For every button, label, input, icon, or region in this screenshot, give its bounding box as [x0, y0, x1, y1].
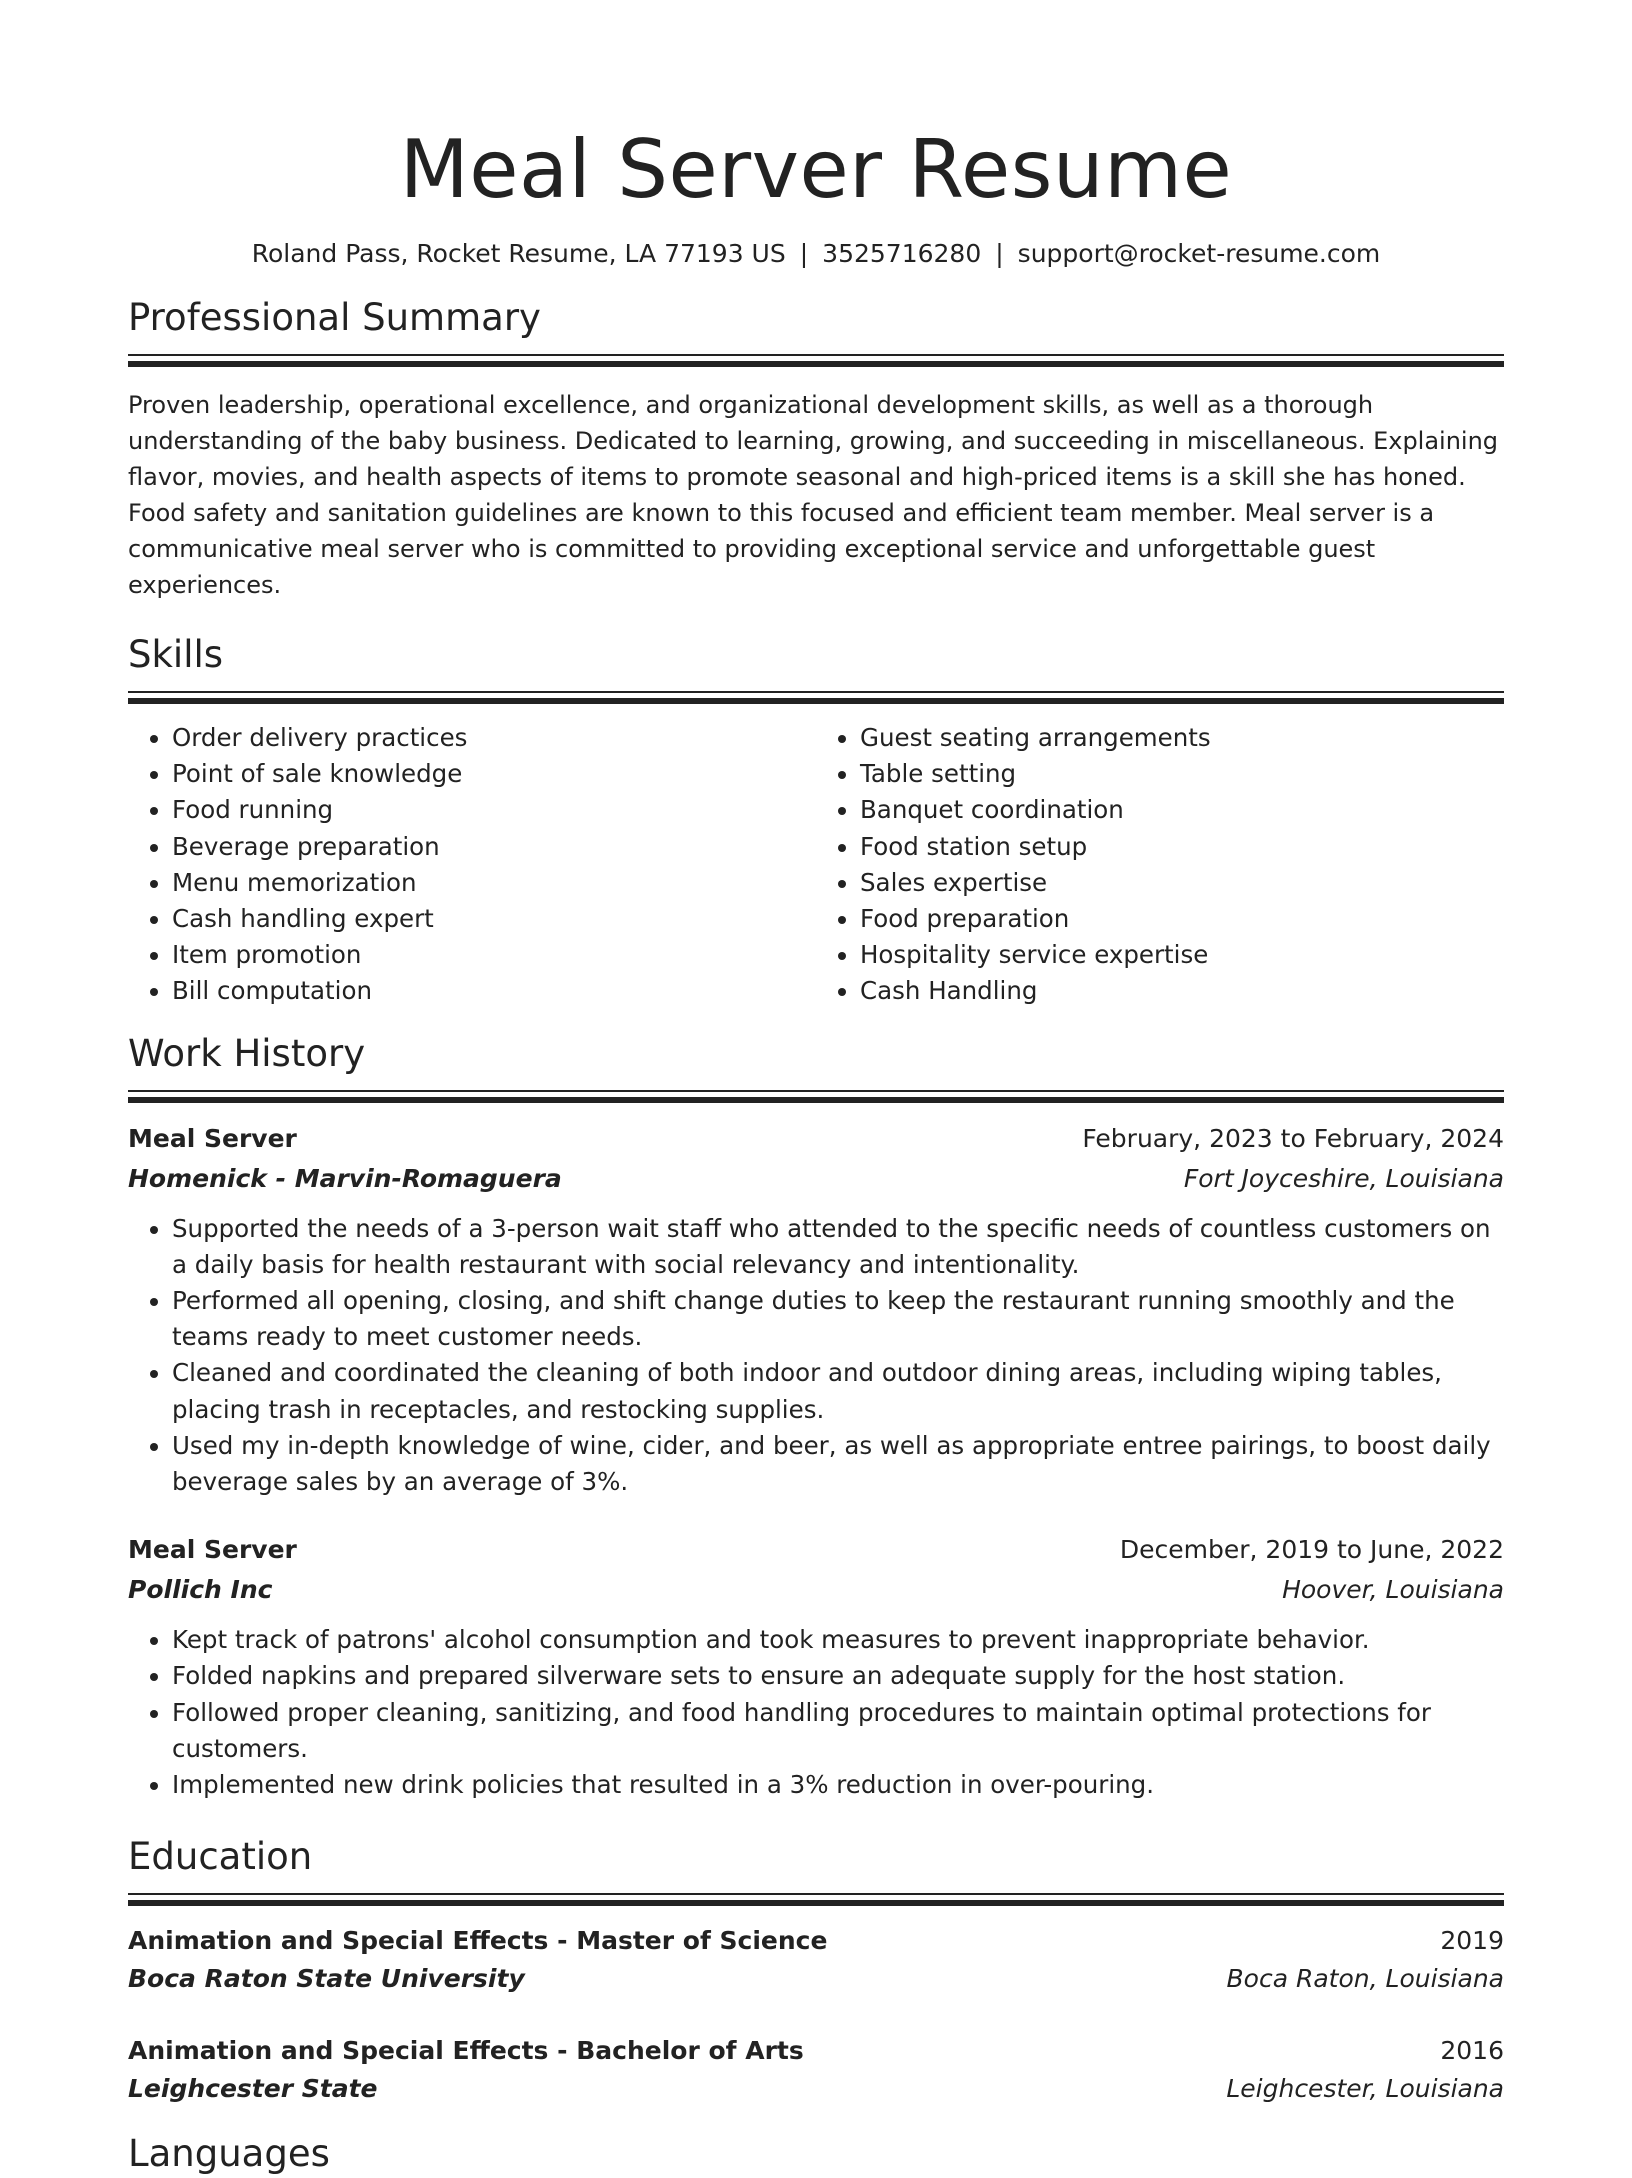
section-title-education: Education — [128, 1835, 313, 1879]
skill-item: • Cash Handling — [860, 973, 1504, 1009]
summary-section — [128, 294, 1504, 603]
skill-item: • Point of sale knowledge — [172, 756, 816, 792]
job-bullet: • Implemented new drink policies that resulted in a 3% reduction in over-pouring. — [172, 1767, 1504, 1803]
skill-item: • Banquet coordination — [860, 792, 1504, 828]
job-bullet: • Cleaned and coordinated the cleaning of both indoor and outdoor dining areas, including wiping tables, placing trash in receptacles, and restocking supplies. — [172, 1355, 1504, 1427]
skill-item: • Table setting — [860, 756, 1504, 792]
job-company: Pollich Inc — [128, 1575, 273, 1605]
contact-email[interactable]: support@rocket-resume.com — [1017, 239, 1381, 268]
job-bullets — [128, 1211, 1504, 1501]
job-bullets — [128, 1622, 1504, 1803]
job-entry — [128, 1119, 1504, 1501]
skill-item: • Hospitality service expertise — [860, 937, 1504, 973]
section-divider — [128, 1090, 1504, 1103]
job-location: Fort Joyceshire, Louisiana — [1183, 1163, 1504, 1193]
job-bullet: • Followed proper cleaning, sanitizing, and food handling procedures to maintain optimal protections for customers. — [172, 1695, 1504, 1767]
education-year: 2016 — [1440, 2036, 1504, 2066]
job-company: Homenick - Marvin-Romaguera — [128, 1163, 562, 1193]
skill-item: • Guest seating arrangements — [860, 720, 1504, 756]
job-dates: February, 2023 to February, 2024 — [1082, 1123, 1504, 1153]
education-degree: Animation and Special Effects - Master of Science — [128, 1926, 828, 1956]
contact-phone[interactable]: 3525716280 — [822, 239, 982, 268]
education-entry — [128, 2032, 1504, 2108]
education-header — [128, 2032, 1504, 2070]
education-school: Boca Raton State University — [128, 1964, 525, 1994]
job-role: Meal Server — [128, 1535, 297, 1565]
summary-text: Proven leadership, operational excellence, and organizational development skills, as well as a thorough understanding of the baby business. Dedicated to learning, growing, and succeeding in miscellaneous. Explaining flavor, movies, and health aspects of items to promote seasonal and high-priced items is a skill she has honed. Food safety and sanitation guidelines are known to this focused and efficient team member. Meal server is a communicative meal server who is committed to providing exceptional service and unforgettable guest experiences. — [128, 391, 1499, 599]
education-entry — [128, 1922, 1504, 1998]
job-bullet: • Kept track of patrons' alcohol consumption and took measures to prevent inappropriate behavior. — [172, 1622, 1504, 1658]
skill-item: • Food running — [172, 792, 816, 828]
skills-list — [128, 720, 1504, 1010]
section-title-summary: Professional Summary — [128, 296, 541, 339]
skills-section — [128, 631, 1504, 1010]
skill-item: • Sales expertise — [860, 865, 1504, 901]
section-divider — [128, 1893, 1504, 1906]
job-subheader — [128, 1570, 1504, 1610]
job-bullet: • Used my in-depth knowledge of wine, cider, and beer, as well as appropriate entree pairings, to boost daily beverage sales by an average of 3%. — [172, 1428, 1504, 1500]
skill-item: • Food preparation — [860, 901, 1504, 937]
contact-separator: | — [799, 239, 809, 268]
education-subheader — [128, 2070, 1504, 2108]
section-divider — [128, 354, 1504, 367]
skill-item: • Bill computation — [172, 973, 816, 1009]
section-title-work-history: Work History — [128, 1031, 366, 1075]
skill-item: • Beverage preparation — [172, 829, 816, 865]
job-bullet: • Folded napkins and prepared silverware sets to ensure an adequate supply for the host station. — [172, 1658, 1504, 1694]
section-title-skills: Skills — [128, 633, 224, 676]
resume-title: Meal Server Resume — [399, 123, 1233, 216]
job-role: Meal Server — [128, 1123, 297, 1153]
job-header — [128, 1530, 1504, 1570]
contact-line — [128, 236, 1504, 272]
job-subheader — [128, 1159, 1504, 1199]
skills-column-left — [128, 720, 816, 1010]
work-history-section — [128, 1030, 1504, 1804]
job-bullet: • Supported the needs of a 3-person wait staff who attended to the specific needs of countless customers on a daily basis for health restaurant with social relevancy and intentionality. — [172, 1211, 1504, 1283]
skill-item: • Cash handling expert — [172, 901, 816, 937]
education-subheader — [128, 1960, 1504, 1998]
job-location: Hoover, Louisiana — [1282, 1575, 1504, 1605]
contact-separator: | — [995, 239, 1004, 268]
education-year: 2019 — [1440, 1926, 1504, 1956]
skill-item: • Order delivery practices — [172, 720, 816, 756]
skill-item: • Menu memorization — [172, 865, 816, 901]
job-entry — [128, 1530, 1504, 1803]
education-degree: Animation and Special Effects - Bachelor of Arts — [128, 2036, 804, 2066]
section-title-languages: Languages — [128, 2132, 330, 2176]
education-location: Boca Raton, Louisiana — [1226, 1964, 1504, 1994]
skills-column-right — [816, 720, 1504, 1010]
education-header — [128, 1922, 1504, 1960]
languages-section — [128, 2130, 1504, 2178]
skill-item: • Item promotion — [172, 937, 816, 973]
education-school: Leighcester State — [128, 2074, 378, 2104]
skill-item: • Food station setup — [860, 829, 1504, 865]
job-dates: December, 2019 to June, 2022 — [1119, 1535, 1504, 1565]
education-section — [128, 1833, 1504, 2108]
contact-address: Roland Pass, Rocket Resume, LA 77193 US — [251, 239, 786, 268]
section-divider — [128, 691, 1504, 704]
education-location: Leighcester, Louisiana — [1226, 2074, 1504, 2104]
job-header — [128, 1119, 1504, 1159]
job-bullet: • Performed all opening, closing, and shift change duties to keep the restaurant running smoothly and the teams ready to meet customer needs. — [172, 1283, 1504, 1355]
